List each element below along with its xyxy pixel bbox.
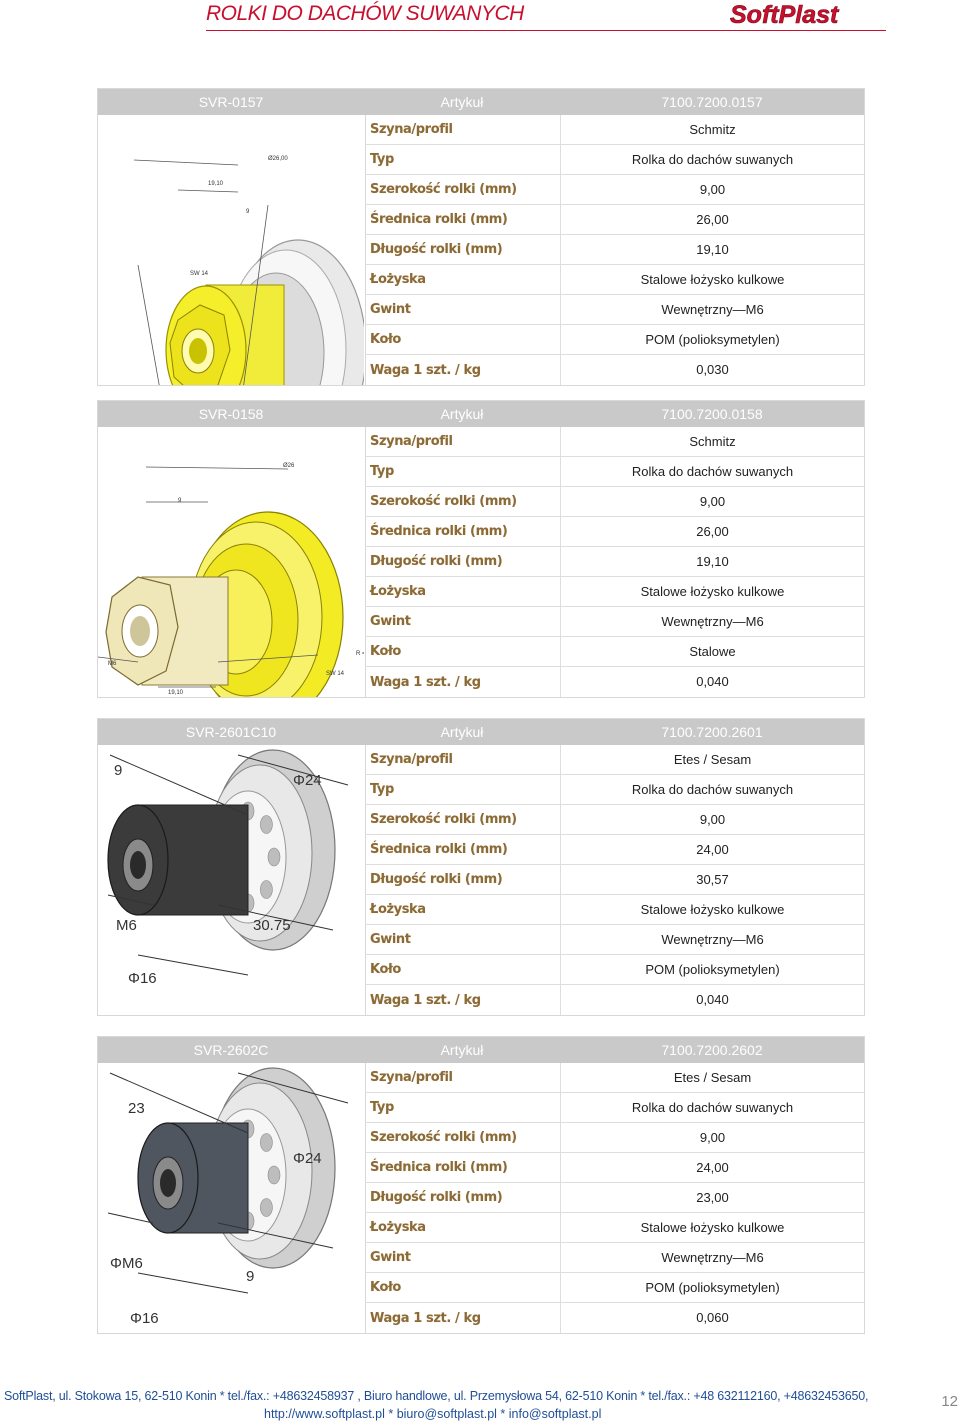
spec-row-thread bbox=[366, 1243, 864, 1273]
spec-row-width bbox=[366, 487, 864, 517]
product-header bbox=[98, 1037, 864, 1063]
spec-label: Długość rolki (mm) bbox=[370, 554, 503, 569]
product-card bbox=[97, 88, 865, 386]
spec-row-rail bbox=[366, 745, 864, 775]
spec-label: Średnica rolki (mm) bbox=[370, 842, 508, 857]
spec-value: 9,00 bbox=[560, 175, 864, 204]
spec-value: Wewnętrzny—M6 bbox=[560, 295, 864, 324]
spec-label: Waga 1 szt. / kg bbox=[370, 1310, 481, 1326]
spec-row-diameter bbox=[366, 1153, 864, 1183]
spec-label: Waga 1 szt. / kg bbox=[370, 992, 481, 1008]
spec-row-weight bbox=[366, 355, 864, 385]
spec-label: Typ bbox=[370, 152, 394, 167]
spec-value: Rolka do dachów suwanych bbox=[560, 145, 864, 174]
spec-table bbox=[366, 115, 864, 385]
product-header bbox=[98, 719, 864, 745]
spec-value: Schmitz bbox=[560, 115, 864, 144]
roller-illustration bbox=[98, 745, 364, 1015]
spec-label: Średnica rolki (mm) bbox=[370, 212, 508, 227]
spec-row-width bbox=[366, 805, 864, 835]
product-code: SVR-2602C bbox=[193, 1042, 269, 1058]
page-title: ROLKI DO DACHÓW SUWANYCH bbox=[206, 2, 524, 25]
dimension-label: M6 bbox=[116, 917, 137, 934]
spec-label: Szyna/profil bbox=[370, 1070, 453, 1085]
spec-value: 30,57 bbox=[560, 865, 864, 894]
spec-row-type bbox=[366, 145, 864, 175]
spec-label: Łożyska bbox=[370, 584, 426, 599]
spec-label: Typ bbox=[370, 1100, 394, 1115]
article-number: 7100.7200.0157 bbox=[661, 94, 763, 110]
spec-value: 0,060 bbox=[560, 1303, 864, 1333]
spec-value: 19,10 bbox=[560, 547, 864, 576]
spec-table bbox=[366, 427, 864, 697]
spec-label: Średnica rolki (mm) bbox=[370, 1160, 508, 1175]
spec-value: Stalowe łożysko kulkowe bbox=[560, 577, 864, 606]
spec-label: Gwint bbox=[370, 1250, 411, 1265]
article-number: 7100.7200.2602 bbox=[661, 1042, 763, 1058]
spec-row-thread bbox=[366, 925, 864, 955]
article-number: 7100.7200.2601 bbox=[661, 724, 763, 740]
dimension-label: 9 bbox=[178, 498, 182, 504]
spec-value: POM (polioksymetylen) bbox=[560, 1273, 864, 1302]
spec-value: 9,00 bbox=[560, 805, 864, 834]
spec-label: Typ bbox=[370, 782, 394, 797]
dimension-label: M6 bbox=[108, 661, 117, 667]
spec-value: 24,00 bbox=[560, 1153, 864, 1182]
spec-value: 0,040 bbox=[560, 667, 864, 697]
spec-row-width bbox=[366, 1123, 864, 1153]
spec-row-thread bbox=[366, 295, 864, 325]
spec-label: Średnica rolki (mm) bbox=[370, 524, 508, 539]
product-code: SVR-0158 bbox=[198, 406, 264, 422]
spec-row-length bbox=[366, 1183, 864, 1213]
product-header bbox=[98, 401, 864, 427]
spec-label: Waga 1 szt. / kg bbox=[370, 674, 481, 690]
header-rule bbox=[206, 30, 886, 31]
spec-row-rail bbox=[366, 115, 864, 145]
spec-row-type bbox=[366, 1093, 864, 1123]
roller-illustration bbox=[98, 1063, 364, 1333]
spec-label: Koło bbox=[370, 644, 401, 659]
spec-row-bearings bbox=[366, 895, 864, 925]
dimension-label: SW 14 bbox=[190, 271, 209, 277]
article-number: 7100.7200.0158 bbox=[661, 406, 763, 422]
article-label: Artykuł bbox=[440, 1042, 484, 1058]
spec-label: Szerokość rolki (mm) bbox=[370, 182, 517, 197]
spec-label: Koło bbox=[370, 962, 401, 977]
softplast-logo bbox=[728, 0, 888, 28]
spec-value: Stalowe bbox=[560, 637, 864, 666]
spec-label: Szyna/profil bbox=[370, 752, 453, 767]
spec-value: 23,00 bbox=[560, 1183, 864, 1212]
spec-value: Etes / Sesam bbox=[560, 1063, 864, 1092]
spec-value: Rolka do dachów suwanych bbox=[560, 775, 864, 804]
product-header bbox=[98, 89, 864, 115]
spec-table bbox=[366, 745, 864, 1015]
spec-label: Waga 1 szt. / kg bbox=[370, 362, 481, 378]
spec-value: Rolka do dachów suwanych bbox=[560, 1093, 864, 1122]
page-number: 12 bbox=[941, 1393, 958, 1410]
spec-value: POM (polioksymetylen) bbox=[560, 325, 864, 354]
dimension-label: Φ24 bbox=[293, 772, 322, 789]
spec-row-type bbox=[366, 457, 864, 487]
spec-row-weight bbox=[366, 985, 864, 1015]
spec-label: Łożyska bbox=[370, 272, 426, 287]
spec-label: Typ bbox=[370, 464, 394, 479]
footer-contacts[interactable]: http://www.softplast.pl * biuro@softplast.pl * info@softplast.pl bbox=[264, 1407, 602, 1421]
dimension-label: 19,10 bbox=[168, 690, 184, 696]
product-code: SVR-2601C10 bbox=[185, 724, 277, 740]
article-label: Artykuł bbox=[440, 724, 484, 740]
spec-row-weight bbox=[366, 1303, 864, 1333]
dimension-label: 9 bbox=[114, 762, 123, 779]
spec-value: Stalowe łożysko kulkowe bbox=[560, 895, 864, 924]
product-drawing bbox=[98, 745, 366, 1015]
spec-value: Etes / Sesam bbox=[560, 745, 864, 774]
spec-row-length bbox=[366, 865, 864, 895]
footer-address: SoftPlast, ul. Stokowa 15, 62-510 Konin * tel./fax.: +48632458937 , Biuro handlowe, ul. Przemysłowa 54, 62-510 Konin * tel./fax.: +48 632112160, +48632453650, bbox=[4, 1389, 869, 1403]
spec-label: Długość rolki (mm) bbox=[370, 242, 503, 257]
product-drawing bbox=[98, 427, 366, 697]
dimension-label: ΦM6 bbox=[110, 1255, 143, 1272]
spec-label: Szyna/profil bbox=[370, 122, 453, 137]
dimension-label: 30.75 bbox=[253, 917, 291, 934]
spec-value: 9,00 bbox=[560, 1123, 864, 1152]
spec-row-wheel bbox=[366, 325, 864, 355]
spec-row-wheel bbox=[366, 637, 864, 667]
spec-value: Stalowe łożysko kulkowe bbox=[560, 1213, 864, 1242]
roller-illustration bbox=[98, 427, 364, 697]
dimension-label: 9 bbox=[246, 1268, 255, 1285]
spec-row-wheel bbox=[366, 955, 864, 985]
roller-illustration bbox=[98, 115, 364, 385]
spec-row-type bbox=[366, 775, 864, 805]
spec-label: Gwint bbox=[370, 614, 411, 629]
spec-value: 9,00 bbox=[560, 487, 864, 516]
spec-label: Szerokość rolki (mm) bbox=[370, 812, 517, 827]
spec-label: Szerokość rolki (mm) bbox=[370, 1130, 517, 1145]
dimension-label: 19,10 bbox=[208, 181, 224, 187]
spec-value: 19,10 bbox=[560, 235, 864, 264]
spec-value: Rolka do dachów suwanych bbox=[560, 457, 864, 486]
product-drawing bbox=[98, 115, 366, 385]
spec-row-length bbox=[366, 547, 864, 577]
dimension-label: Φ16 bbox=[128, 970, 157, 987]
spec-value: 26,00 bbox=[560, 517, 864, 546]
spec-value: Wewnętrzny—M6 bbox=[560, 1243, 864, 1272]
spec-table bbox=[366, 1063, 864, 1333]
product-card bbox=[97, 1036, 865, 1334]
dimension-label: Ø26 bbox=[283, 463, 295, 469]
product-card bbox=[97, 718, 865, 1016]
dimension-label: R = bbox=[356, 651, 364, 657]
svg-text:SoftPlast: SoftPlast bbox=[730, 1, 839, 28]
spec-row-wheel bbox=[366, 1273, 864, 1303]
spec-row-rail bbox=[366, 427, 864, 457]
spec-label: Długość rolki (mm) bbox=[370, 872, 503, 887]
dimension-label: Φ24 bbox=[293, 1150, 322, 1167]
spec-row-bearings bbox=[366, 1213, 864, 1243]
spec-row-diameter bbox=[366, 835, 864, 865]
dimension-label: 23 bbox=[128, 1100, 145, 1117]
spec-row-rail bbox=[366, 1063, 864, 1093]
article-label: Artykuł bbox=[440, 94, 484, 110]
spec-row-weight bbox=[366, 667, 864, 697]
product-code: SVR-0157 bbox=[198, 94, 264, 110]
product-card bbox=[97, 400, 865, 698]
dimension-label: Ø26,00 bbox=[268, 156, 288, 162]
spec-value: 0,040 bbox=[560, 985, 864, 1015]
dimension-label: 9 bbox=[246, 209, 250, 215]
spec-label: Koło bbox=[370, 332, 401, 347]
spec-value: Wewnętrzny—M6 bbox=[560, 925, 864, 954]
spec-row-thread bbox=[366, 607, 864, 637]
spec-value: 24,00 bbox=[560, 835, 864, 864]
spec-label: Gwint bbox=[370, 932, 411, 947]
product-drawing bbox=[98, 1063, 366, 1333]
article-label: Artykuł bbox=[440, 406, 484, 422]
spec-value: Wewnętrzny—M6 bbox=[560, 607, 864, 636]
spec-label: Szerokość rolki (mm) bbox=[370, 494, 517, 509]
spec-row-width bbox=[366, 175, 864, 205]
spec-value: 26,00 bbox=[560, 205, 864, 234]
spec-row-diameter bbox=[366, 205, 864, 235]
spec-value: Stalowe łożysko kulkowe bbox=[560, 265, 864, 294]
spec-label: Koło bbox=[370, 1280, 401, 1295]
spec-label: Szyna/profil bbox=[370, 434, 453, 449]
dimension-label: Φ16 bbox=[130, 1310, 159, 1327]
spec-label: Łożyska bbox=[370, 1220, 426, 1235]
spec-row-bearings bbox=[366, 577, 864, 607]
spec-row-bearings bbox=[366, 265, 864, 295]
spec-label: Długość rolki (mm) bbox=[370, 1190, 503, 1205]
dimension-label: SW 14 bbox=[326, 671, 345, 677]
spec-value: POM (polioksymetylen) bbox=[560, 955, 864, 984]
spec-value: 0,030 bbox=[560, 355, 864, 385]
spec-label: Gwint bbox=[370, 302, 411, 317]
spec-row-length bbox=[366, 235, 864, 265]
spec-label: Łożyska bbox=[370, 902, 426, 917]
spec-row-diameter bbox=[366, 517, 864, 547]
spec-value: Schmitz bbox=[560, 427, 864, 456]
